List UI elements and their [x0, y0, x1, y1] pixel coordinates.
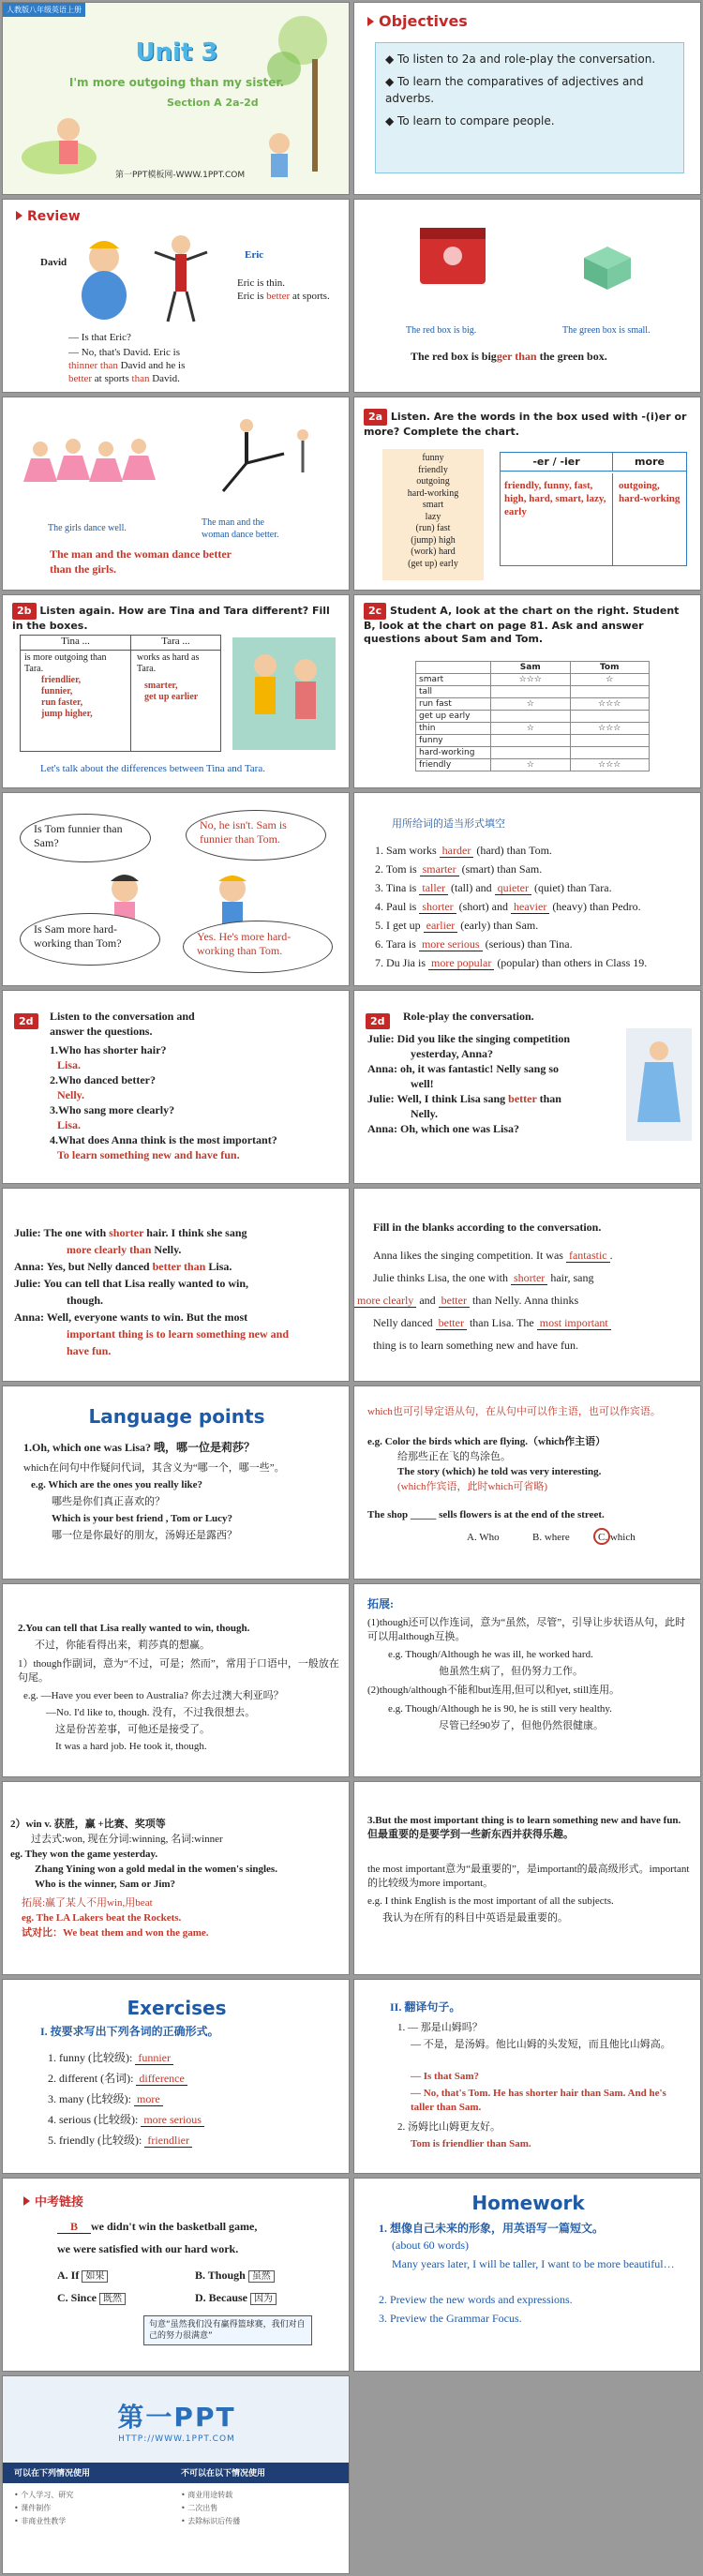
objective-item-1: ◆ To listen to 2a and role-play the conversation. [385, 52, 656, 66]
answer-circle [593, 1528, 610, 1545]
tr-6: Tom is friendlier than Sam. [411, 2138, 531, 2149]
brand-logo: 第一PPT [117, 2402, 236, 2433]
label-eric: Eric [245, 249, 264, 261]
ext-1: (1)though还可以作连词，意为“虽然，尽管”，引导让步状语从句，此时可以用although互换。 [367, 1617, 686, 1642]
corner-tag: 人教版八年级英语上册 [3, 3, 85, 17]
hw-1: 1. 想像自己未来的形象，用英语写一篇短文。 [379, 2222, 605, 2235]
more-answers: outgoing, hard-working [619, 480, 681, 504]
exam-line-1: B we didn't win the basketball game, [57, 2220, 257, 2234]
tina-tara-table [20, 635, 221, 752]
badge-2b: 2b [12, 603, 37, 620]
license-left-list: • 个人学习、研究 • 课件制作 • 非商业性教学 [14, 2491, 74, 2525]
slide-dance [2, 397, 350, 591]
slide-exam-link [2, 2178, 350, 2372]
review-heading: Review [16, 209, 81, 224]
hw-2: (about 60 words) [392, 2239, 469, 2252]
dialog2-line-4: Julie: You can tell that Lisa really wanted to win, [14, 1277, 249, 1290]
form-item-3: 3. Tina is taller (tall) and quieter (quiet) than Tara. [375, 881, 612, 894]
col-er-header: -er / -ier [501, 453, 613, 472]
badge-2a: 2a [364, 409, 387, 426]
slide-win [2, 1781, 350, 1975]
objectives-box [375, 42, 684, 173]
caption-couple-2: woman dance better. [202, 530, 279, 540]
form-item-2: 2. Tom is smarter (smart) than Sam. [375, 862, 543, 876]
lp-4: 哪些是你们真正喜欢的？ [52, 1496, 165, 1507]
slide-review [2, 199, 350, 393]
slide-most-important [353, 1781, 701, 1975]
ext-4: (2)though/although不能和but连用,但可以和yet, still连用。 [367, 1685, 621, 1696]
brand-url: HTTP://WWW.1PPT.COM [118, 2434, 235, 2444]
question-3: 3.Who sang more clearly? [50, 1103, 175, 1116]
badge-2d: 2d [14, 1013, 38, 1029]
dialog2-line-7: important thing is to learn something new and [67, 1327, 290, 1340]
dialog2-line-2: more clearly than Nelly. [67, 1243, 182, 1256]
chart-2a [500, 452, 687, 566]
slide-language-points [2, 1385, 350, 1580]
win-8: 试对比：We beat them and won the game. [22, 1927, 209, 1939]
ex-item-1: 1. funny (比较级): funnier [48, 2051, 173, 2065]
exercises-sub: I. 按要求写出下列各词的正确形式。 [40, 2025, 219, 2038]
dialog2-line-6: Anna: Well, everyone wants to win. But the most [14, 1310, 248, 1324]
lp-2: which在问句中作疑问代词，其含义为“哪一个，哪一些”。 [23, 1462, 285, 1474]
mi-2: the most important意为“最重要的”，是important的最高级形式。important的比较级为more important。 [367, 1864, 690, 1889]
lp-3: e.g. Which are the ones you really like? [31, 1479, 203, 1490]
form-item-4: 4. Paul is shorter (short) and heavier (heavy) than Pedro. [375, 900, 641, 913]
dialog-line-2: yesterday, Anna? [411, 1047, 494, 1060]
slide-which-clause [353, 1385, 701, 1580]
dialog-line-3: Anna: oh, it was fantastic! Nelly sang so [367, 1062, 560, 1075]
answer-2: Nelly. [57, 1088, 84, 1101]
instr-2d-1: Listen to the conversation and [50, 1010, 195, 1023]
bubble-a1: No, he isn't. Sam is funnier than Tom. [186, 810, 326, 861]
fill-line-1: Anna likes the singing competition. It was fantastic . [373, 1249, 613, 1262]
ext-3: 他虽然生病了，但仍努力工作。 [439, 1666, 583, 1677]
license-right-title: 不可以在以下情况使用 [181, 2469, 266, 2479]
slide-2c [353, 594, 701, 788]
slide-2d-questions [2, 990, 350, 1184]
fill-line-3: more clearly and better than Nelly. Anna thinks [354, 1294, 578, 1308]
dance-sentence-2: than the girls. [50, 562, 117, 576]
tina-column: is more outgoing than Tara. friendlier, funnier, run faster, jump higher, [21, 651, 131, 751]
review-answer-1: — No, that's David. Eric is [68, 347, 180, 358]
caption-couple-1: The man and the [202, 517, 264, 528]
comparison-sentence: The red box is bigger than the green box. [411, 350, 607, 363]
dialog2-line-5: though. [67, 1294, 104, 1307]
ext-5: e.g. Though/Although he is 90, he is still very healthy. [388, 1703, 612, 1715]
which-2: e.g. Color the birds which are flying.（which作主语） [367, 1436, 606, 1447]
homework-heading: Homework [471, 2192, 585, 2214]
slide-brand [2, 2375, 350, 2574]
ext-6: 尽管已经90岁了，但他仍然很健康。 [439, 1720, 604, 1731]
ext-2: e.g. Though/Although he was ill, he worked hard. [388, 1649, 593, 1660]
which-5: (which作宾语，此时which可省略) [397, 1481, 548, 1492]
unit-title: Unit 3 [135, 38, 218, 67]
lp-6: 哪一位是你最好的朋友，汤姆还是露西？ [52, 1530, 237, 1541]
dialog-line-7: Anna: Oh, which one was Lisa? [367, 1122, 520, 1135]
dance-illustration [3, 397, 350, 519]
form-item-5: 5. I get up earlier (early) than Sam. [375, 919, 539, 932]
tr-3: — Is that Sam? [411, 2071, 480, 2082]
dialog2-line-8: have fun. [67, 1344, 112, 1357]
slide-dialogue-2 [2, 1188, 350, 1382]
objectives-heading: Objectives [367, 12, 468, 30]
slide-fill-blanks [353, 1188, 701, 1382]
though-5: —No. I'd like to, though. 没有，不过我很想去。 [46, 1707, 256, 1718]
tara-column: works as hard as Tara. smarter, get up earlier [137, 652, 200, 702]
tr-1: 1. — 那是山姆吗？ [397, 2022, 483, 2033]
win-5: Who is the winner, Sam or Jim? [35, 1879, 176, 1890]
tr-2: — 不是，是汤姆。他比山姆的头发短，而且他比山姆高。 [411, 2039, 671, 2050]
instruction-2c: 2c Student A, look at the chart on the right. Student B, look at the chart on page 81. Ask and answer questions about Sam and Tom. [364, 605, 680, 645]
exam-heading: 中考链接 [23, 2192, 83, 2209]
ex-item-2: 2. different (名词): difference [48, 2072, 187, 2086]
ex-item-4: 4. serious (比较级): more serious [48, 2113, 204, 2127]
review-illustration [78, 228, 209, 326]
section-label: Section A 2a-2d [167, 97, 259, 109]
question-4: 4.What does Anna think is the most important? [50, 1133, 277, 1146]
review-question: — Is that Eric? [68, 332, 131, 343]
answer-1: Lisa. [57, 1058, 82, 1071]
hw-3: Many years later, I will be taller, I want to be more beautiful… [392, 2257, 675, 2270]
answer-4: To learn something new and have fun. [57, 1148, 240, 1161]
word-forms-heading: 用所给词的适当形式填空 [392, 817, 505, 830]
lp-1: 1.Oh, which one was Lisa? 哦，哪一位是莉莎？ [23, 1441, 256, 1454]
exercises-heading: Exercises [127, 1997, 227, 2019]
slide-exercises [2, 1979, 350, 2174]
instruction-2b: 2b Listen again. How are Tina and Tara different? Fill in the boxes. [12, 605, 330, 632]
bullet-arrow-icon [367, 17, 374, 26]
caption-green-box: The green box is small. [562, 325, 651, 336]
instruction-2a: 2a Listen. Are the words in the box used with -(i)er or more? Complete the chart. [364, 411, 687, 438]
unit-subtitle: I'm more outgoing than my sister. [68, 76, 285, 89]
col-more-header: more [613, 453, 686, 472]
win-7: eg. The LA Lakers beat the Rockets. [22, 1912, 182, 1924]
exam-note: 句意“虽然我们没有赢得篮球赛，我们对自己的努力很满意” [143, 2315, 312, 2345]
tara-header: Tara ... [131, 636, 220, 651]
fill-line-2: Julie thinks Lisa, the one with shorter hair, sang [373, 1271, 594, 1284]
slide-objectives [353, 2, 701, 195]
exam-opt-a: A. If 如果 [57, 2269, 108, 2284]
dialog-line-1: Julie: Did you like the singing competition [367, 1032, 571, 1045]
sam-tom-chart: Sam Tom smart ☆☆☆ ☆ tall run fast ☆ ☆☆☆ get up early thin ☆ ☆☆☆ funny hard-working friendly ☆ ☆☆☆ [415, 661, 650, 771]
win-3: eg. They won the game yesterday. [10, 1849, 158, 1860]
option-a: A. Who [467, 1532, 500, 1543]
bubble-q1: Is Tom funnier than Sam? [20, 814, 151, 862]
though-6: 这是份苦差事，可他还是接受了。 [55, 1724, 210, 1735]
dance-sentence-1: The man and the woman dance better [50, 547, 232, 561]
bullet-arrow-icon [23, 2196, 30, 2206]
ex-item-5: 5. friendly (比较级): friendlier [48, 2134, 192, 2148]
slide-word-forms [353, 792, 701, 986]
which-4: The story (which) he told was very interesting. [397, 1466, 602, 1477]
bullet-arrow-icon [16, 211, 22, 220]
lp-5: Which is your best friend , Tom or Lucy? [52, 1513, 233, 1524]
review-answer-2: thinner than David and he is [68, 360, 186, 371]
though-4: e.g. —Have you ever been to Australia? 你去过澳大利亚吗？ [23, 1690, 284, 1701]
singer-photo [626, 1028, 692, 1141]
win-1: 2）win v. 获胜，赢 +比赛、奖项等 [10, 1819, 166, 1830]
question-1: 1.Who has shorter hair? [50, 1043, 167, 1056]
though-2: 不过，你能看得出来，莉莎真的想赢。 [35, 1640, 210, 1651]
mi-4: 我认为在所有的科目中英语是最重要的。 [382, 1912, 568, 1924]
ex-item-3: 3. many (比较级): more [48, 2092, 163, 2106]
form-item-1: 1. Sam works harder (hard) than Tom. [375, 844, 552, 857]
tina-header: Tina ... [21, 636, 131, 651]
review-answer-3: better at sports than David. [68, 373, 180, 384]
er-answers: friendly, funny, fast, high, hard, smart, lazy, early [501, 473, 613, 565]
instr-2d-2: answer the questions. [50, 1025, 153, 1038]
dialog-line-6: Nelly. [411, 1107, 438, 1120]
eric-note-1: Eric is thin. [237, 277, 286, 289]
language-points-heading: Language points [88, 1405, 265, 1428]
tr-4: — No, that's Tom. He has shorter hair than Sam. And he's taller than Sam. [411, 2088, 666, 2113]
exam-opt-b: B. Though 虽然 [195, 2269, 275, 2284]
though-7: It was a hard job. He took it, though. [55, 1741, 207, 1752]
which-3: 给那些正在飞的鸟涂色。 [397, 1451, 511, 1462]
bubble-q2: Is Sam more hard-working than Tom? [20, 913, 160, 966]
exam-opt-d: D. Because 因为 [195, 2291, 277, 2306]
badge-2d-roleplay: 2d [366, 1013, 390, 1029]
option-c: C. which [598, 1532, 636, 1543]
fill-line-5: thing is to learn something new and have fun. [373, 1339, 578, 1352]
though-3: 1）though作副词，意为“不过，可是；然而”，常用于口语中，一般放在句尾。 [18, 1658, 339, 1684]
dialog2-line-3: Anna: Yes, but Nelly danced better than Lisa. [14, 1260, 232, 1273]
translation-heading: II. 翻译句子。 [390, 2000, 461, 2014]
slide-boxes [353, 199, 701, 393]
mi-3: e.g. I think English is the most important of all the subjects. [367, 1895, 614, 1907]
which-question: The shop _____ sells flowers is at the end of the street. [367, 1509, 605, 1520]
exam-opt-c: C. Since 既然 [57, 2291, 126, 2306]
slide-translation [353, 1979, 701, 2174]
boxes-illustration [354, 200, 701, 340]
hw-4: 2. Preview the new words and expressions. [379, 2293, 573, 2306]
hw-5: 3. Preview the Grammar Focus. [379, 2312, 522, 2325]
bubble-a2: Yes. He's more hard-working than Tom. [183, 921, 333, 973]
fill-line-4: Nelly danced better than Lisa. The most important [373, 1316, 611, 1330]
win-6: 拓展:赢了某人不用win,用beat [22, 1897, 153, 1909]
answer-3: Lisa. [57, 1118, 82, 1131]
tina-tara-illustration [232, 637, 336, 750]
objective-item-2: ◆ To learn the comparatives of adjectives and adverbs. [385, 75, 644, 105]
mi-1: 3.But the most important thing is to learn something new and have fun. 但最重要的是要学到一些新东西并获得乐趣。 [367, 1815, 681, 1840]
footer-text: 第一PPT模板网-WWW.1PPT.COM [115, 171, 246, 180]
slide-roleplay [353, 990, 701, 1184]
question-2: 2.Who danced better? [50, 1073, 156, 1086]
badge-2c: 2c [364, 603, 386, 620]
slide-homework [353, 2178, 701, 2372]
which-1: which也可引导定语从句，在从句中可以作主语，也可以作宾语。 [367, 1406, 661, 1417]
eric-note-2: Eric is better at sports. [237, 291, 330, 302]
caption-red-box: The red box is big. [406, 325, 477, 336]
form-item-6: 6. Tara is more serious (serious) than Tina. [375, 937, 573, 951]
tr-5: 2. 汤姆比山姆更友好。 [397, 2121, 501, 2133]
slide-though-extension [353, 1583, 701, 1777]
though-1: 2.You can tell that Lisa really wanted to win, though. [18, 1623, 250, 1634]
win-4: Zhang Yining won a gold medal in the women's singles. [35, 1864, 277, 1875]
caption-girls: The girls dance well. [48, 523, 127, 533]
label-david: David [40, 257, 67, 268]
dialog-line-5: Julie: Well, I think Lisa sang better than [367, 1092, 561, 1105]
extension-label: 拓展: [367, 1597, 394, 1610]
form-item-7: 7. Du Jia is more popular (popular) than others in Class 19. [375, 956, 648, 969]
dialog-line-4: well! [411, 1077, 434, 1090]
slide-though [2, 1583, 350, 1777]
slide-2a [353, 397, 701, 591]
license-left-title: 可以在下列情况使用 [14, 2469, 91, 2479]
win-2: 过去式:won, 现在分词:winning, 名词:winner [31, 1834, 223, 1845]
objective-item-3: ◆ To learn to compare people. [385, 114, 555, 127]
roleplay-instr: Role-play the conversation. [403, 1010, 534, 1023]
option-b: B. where [532, 1532, 570, 1543]
footer-2b: Let's talk about the differences between Tina and Tara. [40, 763, 265, 774]
fill-heading: Fill in the blanks according to the conversation. [373, 1221, 602, 1234]
license-right-list: • 商业用途转载 • 二次出售 • 去除标识后传播 [181, 2491, 241, 2525]
word-box: funny friendly outgoing hard-working smart lazy (run) fast (jump) high (work) hard (get up) early [382, 449, 484, 580]
slide-dialogue-bubbles [2, 792, 350, 986]
slide-2b [2, 594, 350, 788]
dialog2-line-1: Julie: The one with shorter hair. I think she sang [14, 1226, 247, 1239]
exam-line-2: we were satisfied with our hard work. [57, 2242, 239, 2255]
slide-title [2, 2, 350, 195]
